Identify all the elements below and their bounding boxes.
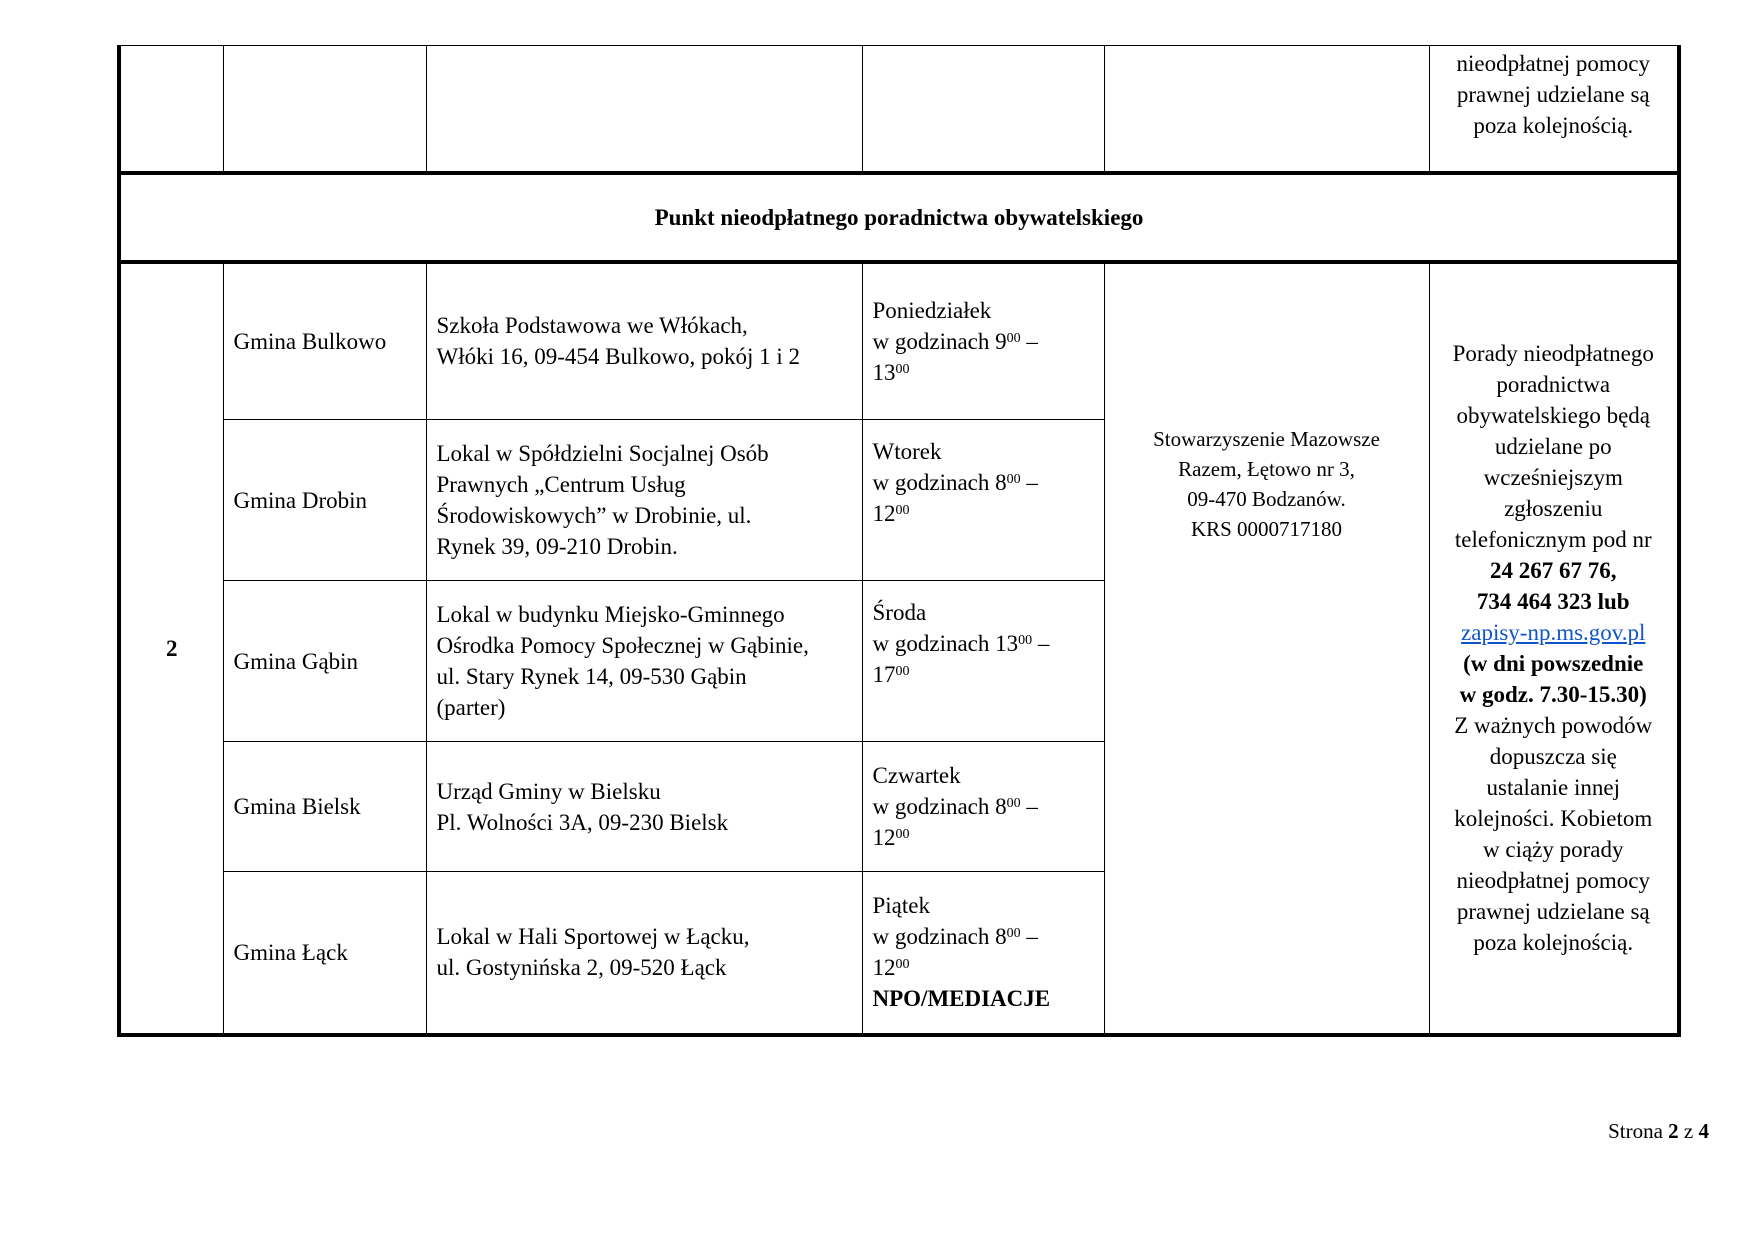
table-row: [119, 262, 1679, 420]
hours-cell: Poniedziałek w godzinach $9^{00}$ – $13^{00}$: [862, 262, 1104, 420]
hours-cell: Wtorek w godzinach $8^{00}$ – $12^{00}$: [862, 420, 1104, 581]
section-heading-row: [119, 173, 1679, 262]
group-number: 2: [119, 262, 223, 1035]
section-heading: Punkt nieodpłatnego poradnictwa obywatelskiego: [119, 173, 1679, 262]
mediation-label: NPO/MEDIACJE: [872, 986, 1051, 1012]
continued-note: nieodpłatnej pomocy prawnej udzielane są poza kolejnością.: [1429, 46, 1679, 173]
address-cell: Urząd Gminy w Bielsku Pl. Wolności 3A, 09-230 Bielsk: [426, 742, 862, 872]
continuation-row: [119, 46, 1679, 173]
notes-cell: Porady nieodpłatnego poradnictwa obywatelskiego będą udzielane po wcześniejszym zgłoszeniu telefonicznym pod nr 24 267 67 76, 734 464 323 lub zapisy-np.ms.gov.pl (w dni powszednie w godz. 7.30-15.30) Z ważnych powodów dopuszcza się ustalanie innej kolejności. Kobietom w ciąży porady nieodpłatnej pomocy prawnej udzielane są poza kolejnością.: [1429, 262, 1679, 1035]
gmina-cell: Gmina Łąck: [223, 872, 426, 1035]
organization-cell: Stowarzyszenie Mazowsze Razem, Łętowo nr 3, 09-470 Bodzanów. KRS 0000717180: [1104, 262, 1429, 1035]
hours-cell: Czwartek w godzinach $8^{00}$ – $12^{00}$: [862, 742, 1104, 872]
booking-link[interactable]: zapisy-np.ms.gov.pl: [1461, 619, 1646, 645]
hours-cell: Piątek w godzinach $8^{00}$ – $12^{00}$ NPO/MEDIACJE: [862, 872, 1104, 1035]
address-cell: Lokal w Hali Sportowej w Łącku, ul. Gostynińska 2, 09-520 Łąck: [426, 872, 862, 1035]
address-cell: Lokal w budynku Miejsko-Gminnego Ośrodka Pomocy Społecznej w Gąbinie, ul. Stary Rynek 14, 09-530 Gąbin (parter): [426, 581, 862, 742]
schedule-table: [117, 45, 1681, 1037]
gmina-cell: Gmina Bulkowo: [223, 262, 426, 420]
gmina-cell: Gmina Drobin: [223, 420, 426, 581]
page-number: Strona 2 z 4: [1608, 1119, 1709, 1143]
gmina-cell: Gmina Gąbin: [223, 581, 426, 742]
address-cell: Szkoła Podstawowa we Włókach, Włóki 16, 09-454 Bulkowo, pokój 1 i 2: [426, 262, 862, 420]
address-cell: Lokal w Spółdzielni Socjalnej Osób Prawnych „Centrum Usług Środowiskowych” w Drobinie, ul. Rynek 39, 09-210 Drobin.: [426, 420, 862, 581]
gmina-cell: Gmina Bielsk: [223, 742, 426, 872]
hours-cell: Środa w godzinach $13^{00}$ – $17^{00}$: [862, 581, 1104, 742]
document-page: [117, 45, 1677, 1037]
